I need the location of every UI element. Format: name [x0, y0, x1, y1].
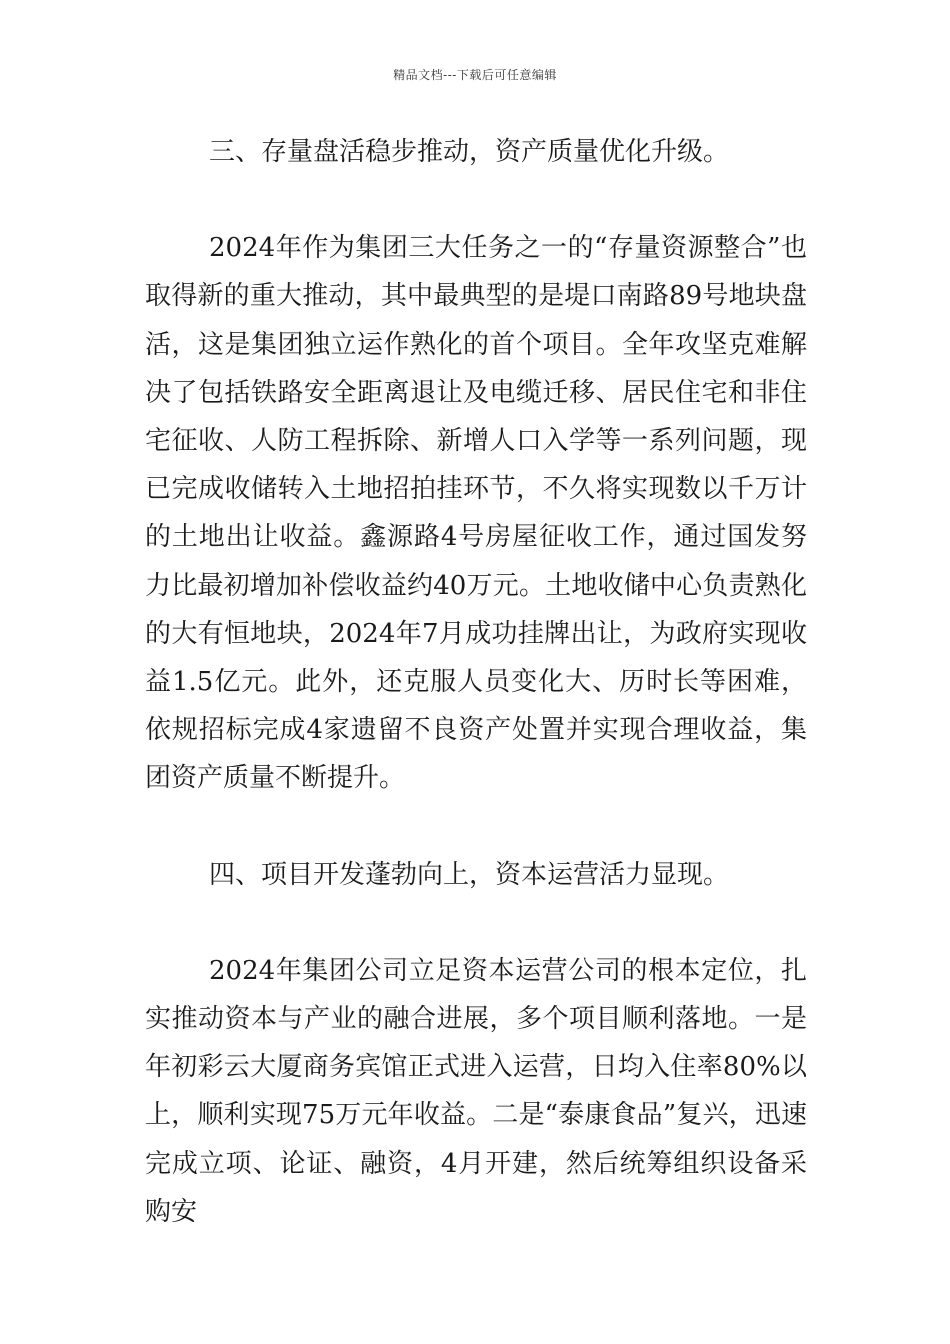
document-body: [145, 128, 807, 1236]
section-heading-4: 四、项目开发蓬勃向上，资本运营活力显现。: [209, 859, 730, 890]
paragraph-spacer: [145, 176, 807, 224]
section-paragraph-3: 2024年作为集团三大任务之一的“存量资源整合”也取得新的重大推动，其中最典型的是堤口南路89号地块盘活，这是集团独立运作熟化的首个项目。全年攻坚克难解决了包括铁路安全距离退让及电缆迁移、居民住宅和非住宅征收、人防工程拆除、新增人口入学等一系列问题，现已完成收储转入土地招拍挂环节，不久将实现数以千万计的土地出让收益。鑫源路4号房屋征收工作，通过国发努力比最初增加补偿收益约40万元。土地收储中心负责熟化的大有恒地块，2024年7月成功挂牌出让，为政府实现收益1.5亿元。此外，还克服人员变化大、历时长等困难，依规招标完成4家遗留不良资产处置并实现合理收益，集团资产质量不断提升。: [145, 233, 807, 794]
page-header: 精品文档---下载后可任意编辑: [393, 68, 557, 82]
section-heading-3: 三、存量盘活稳步推动，资产质量优化升级。: [209, 137, 730, 167]
paragraph-spacer: [145, 899, 807, 947]
section-paragraph-4: 2024年集团公司立足资本运营公司的根本定位，扎实推动资本与产业的融合进展，多个项目顺利落地。一是年初彩云大厦商务宾馆正式进入运营，日均入住率80%以上，顺利实现75万元年收益。二是“泰康食品”复兴，迅速完成立项、论证、融资，4月开建，然后统筹组织设备采购安: [145, 955, 807, 1227]
paragraph-spacer: [145, 803, 807, 851]
